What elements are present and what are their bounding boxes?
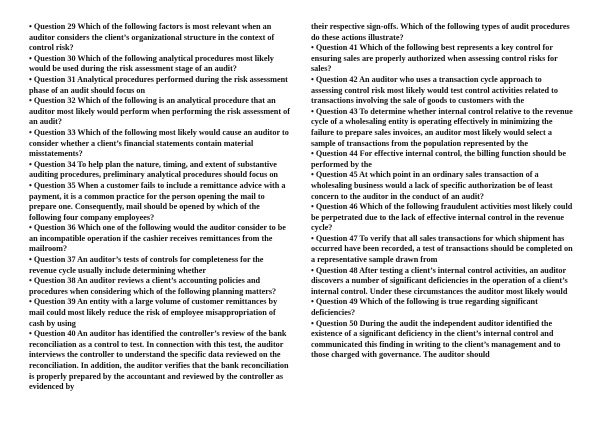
question-38: • Question 38 An auditor reviews a client’s accounting policies and procedures when considering which of the following planning matters? — [29, 276, 277, 296]
question-39: • Question 39 An entity with a large volume of customer remittances by mail could most likely reduce the risk of employee misappropriation of cash by using — [29, 297, 278, 328]
question-44: • Question 44 For effective internal control, the billing function should be performed by the — [311, 149, 567, 169]
question-31: • Question 31 Analytical procedures performed during the risk assessment phase of an audit should focus on — [29, 74, 288, 95]
question-42: • Question 42 An auditor who uses a transaction cycle approach to assessing control risk most likely would test control activities related to transactions involving the sale of goods to customers with the — [311, 74, 558, 106]
question-29: • Question 29 Which of the following factors is most relevant when an auditor considers the client’s organizational structure in the context of control risk? — [29, 22, 275, 53]
question-33: • Question 33 Which of the following most likely would cause an auditor to consider whether a client’s financial statements contain material misstatements? — [29, 127, 289, 159]
question-41: • Question 41 Which of the following best represents a key control for ensuring sales are properly authorized when assessing control risks for sales? — [311, 43, 558, 74]
question-45: • Question 45 At which point in an ordinary sales transaction of a wholesaling business would a lack of specific authorization be of least concern to the auditor in the conduct of an audit? — [311, 170, 553, 201]
question-48: • Question 48 After testing a client’s internal control activities, an auditor discovers a number of significant deficiencies in the operation of a client’s internal control. Under these circumstances the auditor most likely would — [311, 265, 568, 296]
question-34: • Question 34 To help plan the nature, timing, and extent of substantive auditing procedures, preliminary analytical procedures should focus on — [29, 159, 278, 180]
question-40: • Question 40 An auditor has identified the controller’s review of the bank reconciliation as a control to test. In connection with this test, the auditor interviews the controller to understand the specific data reviewed on the reconciliation. In addition, the auditor verifies that the bank reconciliation is properly prepared by the accountant and reviewed by the controller as evidenced by — [29, 329, 289, 392]
question-36: • Question 36 Which one of the following would the auditor consider to be an incompatible operation if the cashier receives remittances from the mailroom? — [29, 223, 286, 254]
question-32: • Question 32 Which of the following is an analytical procedure that an auditor most likely would perform when performing the risk assessment of an audit? — [29, 96, 290, 127]
question-40-continued: their respective sign-offs. Which of the following types of audit procedures do these actions illustrate? — [311, 22, 570, 42]
question-37: • Question 37 An auditor’s tests of controls for completeness for the revenue cycle usually include determining whether — [29, 255, 264, 275]
question-30: • Question 30 Which of the following analytical procedures most likely would be used during the risk assessment stage of an audit? — [29, 53, 274, 74]
question-35: • Question 35 When a customer fails to include a remittance advice with a payment, it is a common practice for the person opening the mail to prepare one. Consequently, mail should be opened by which of the following four company employees? — [29, 180, 286, 222]
question-47: • Question 47 To verify that all sales transactions for which shipment has occurred have been recorded, a test of transactions should be completed on a representative sample drawn from — [311, 233, 573, 265]
question-43: • Question 43 To determine whether internal control relative to the revenue cycle of a wholesaling entity is operating effectively in minimizing the failure to prepare sales invoices, an auditor most likely would select a sample of transactions from the population represented by the — [311, 106, 573, 148]
question-49: • Question 49 Which of the following is true regarding significant deficiencies? — [311, 297, 538, 318]
right-column — [311, 22, 575, 361]
question-46: • Question 46 Which of the following fraudulent activities most likely could be perpetrated due to the lack of effective internal control in the revenue cycle? — [311, 202, 573, 233]
question-50: • Question 50 During the audit the independent auditor identified the existence of a significant deficiency in the client’s internal control and communicated this finding in writing to the client’s management and to those charged with governance. The auditor should — [311, 318, 561, 360]
left-column — [29, 22, 291, 393]
